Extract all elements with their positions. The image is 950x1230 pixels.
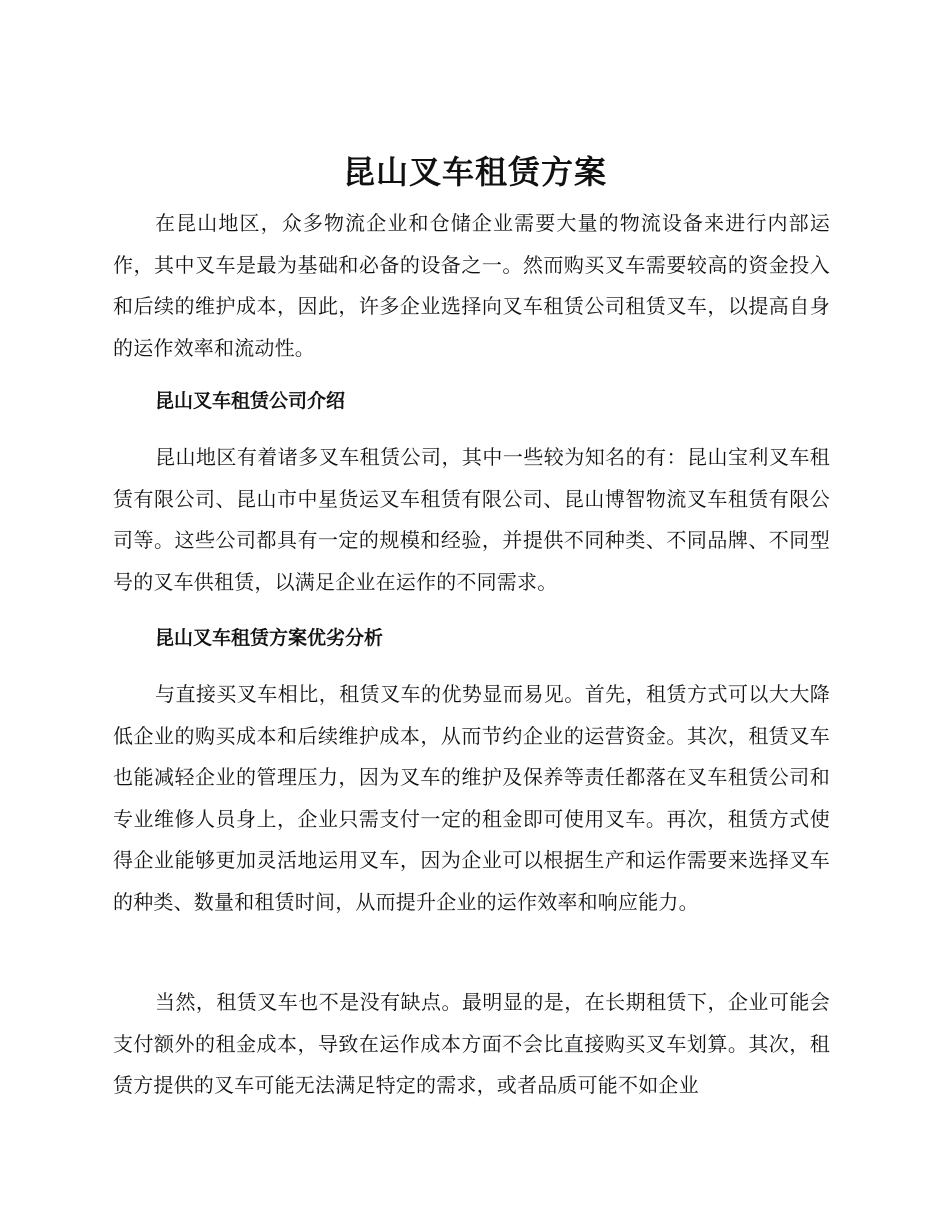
- company-intro-paragraph: 昆山地区有着诸多叉车租赁公司，其中一些较为知名的有：昆山宝利叉车租赁有限公司、昆山市中星货运叉车租赁有限公司、昆山博智物流叉车租赁有限公司等。这些公司都具有一定的规模和经验，并提供不同种类、不同品牌、不同型号的叉车供租赁，以满足企业在运作的不同需求。: [113, 445, 830, 594]
- section-heading-pros-cons: 昆山叉车租赁方案优劣分析: [155, 627, 384, 649]
- intro-paragraph: 在昆山地区，众多物流企业和仓储企业需要大量的物流设备来进行内部运作，其中叉车是最为基础和必备的设备之一。然而购买叉车需要较高的资金投入和后续的维护成本，因此，许多企业选择向叉车租赁公司租赁叉车，以提高自身的运作效率和流动性。: [113, 211, 830, 360]
- advantages-paragraph: 与直接买叉车相比，租赁叉车的优势显而易见。首先，租赁方式可以大大降低企业的购买成本和后续维护成本，从而节约企业的运营资金。其次，租赁叉车也能减轻企业的管理压力，因为叉车的维护及保养等责任都落在叉车租赁公司和专业维修人员身上，企业只需支付一定的租金即可使用叉车。再次，租赁方式使得企业能够更加灵活地运用叉车，因为企业可以根据生产和运作需要来选择叉车的种类、数量和租赁时间，从而提升企业的运作效率和响应能力。: [113, 682, 830, 914]
- section-heading-company-intro: 昆山叉车租赁公司介绍: [155, 390, 346, 412]
- disadvantages-paragraph: 当然，租赁叉车也不是没有缺点。最明显的是，在长期租赁下，企业可能会支付额外的租金成本，导致在运作成本方面不会比直接购买叉车划算。其次，租赁方提供的叉车可能无法满足特定的需求，或者品质可能不如企业: [113, 990, 830, 1097]
- document-title: 昆山叉车租赁方案: [342, 153, 607, 191]
